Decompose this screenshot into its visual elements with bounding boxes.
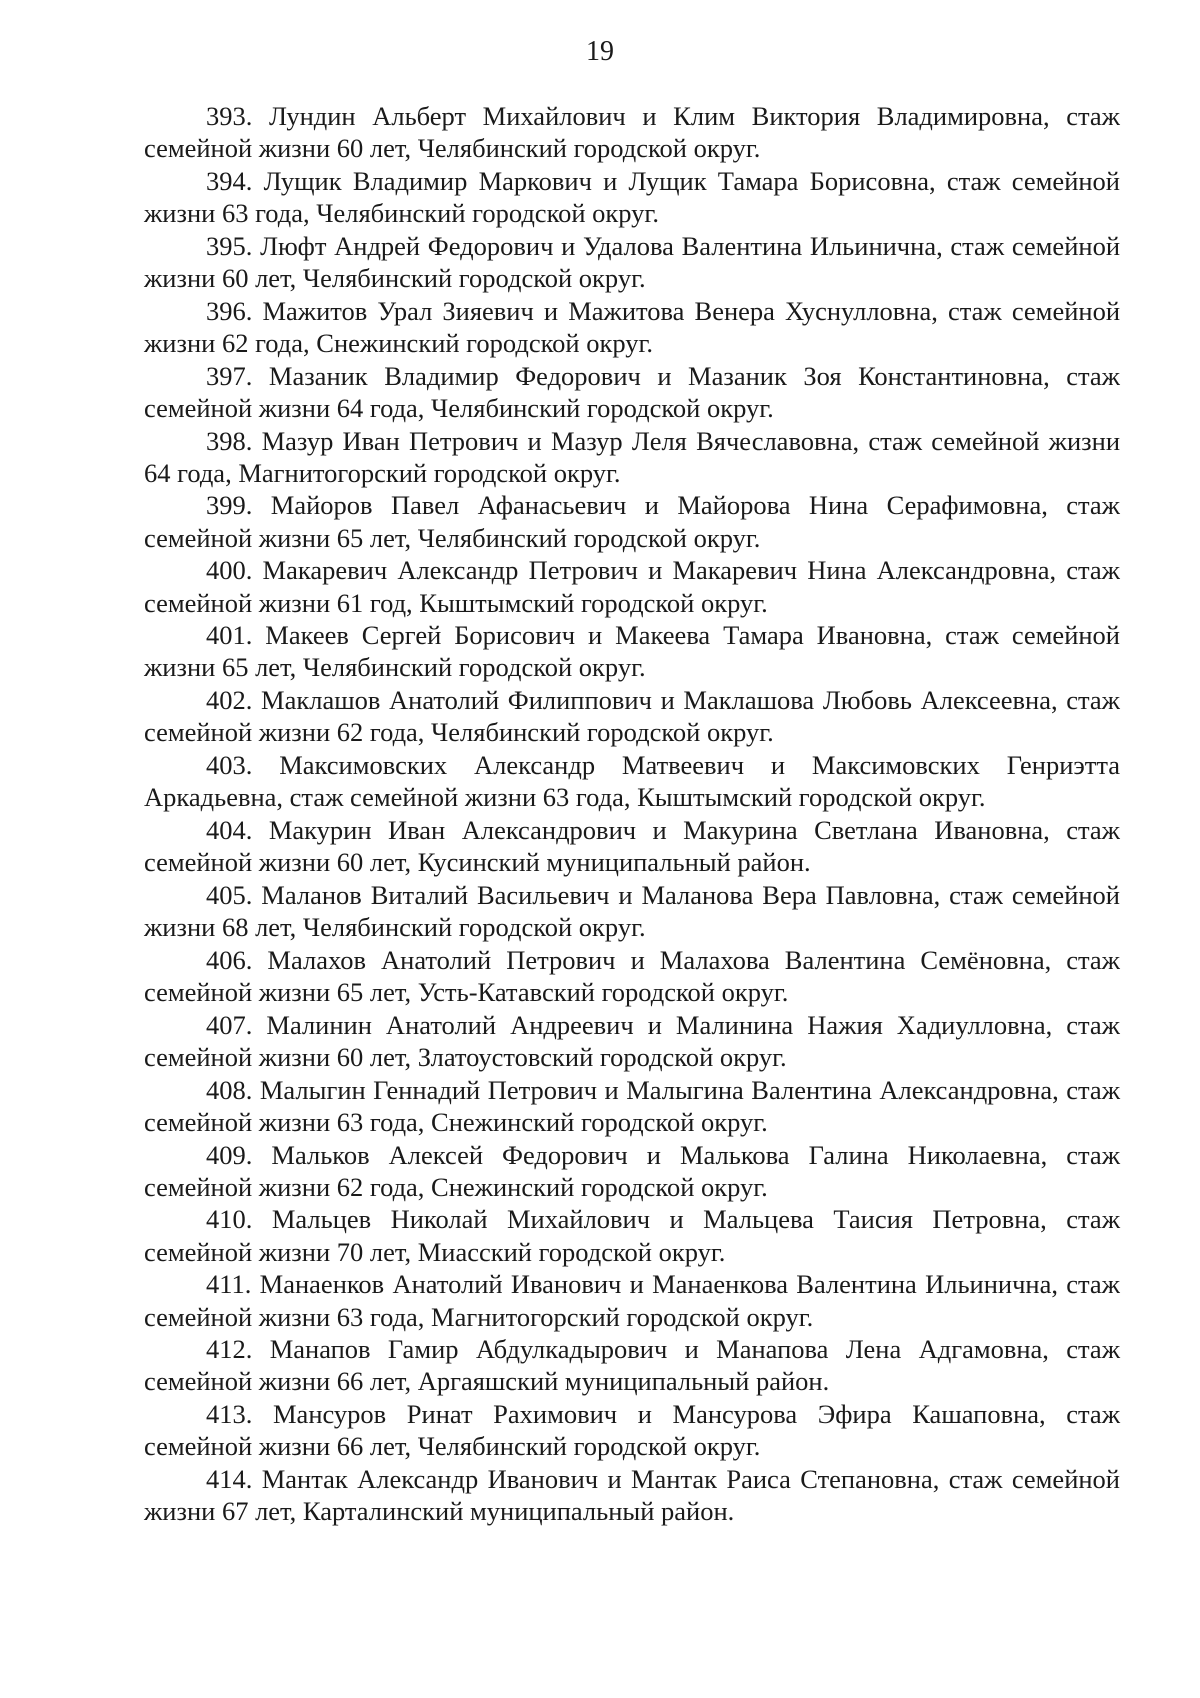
list-item: 393. Лундин Альберт Михайлович и Клим Виктория Владимировна, стаж семейной жизни 60 лет, Челябинский городской округ. [144, 101, 1120, 164]
list-item: 410. Мальцев Николай Михайлович и Мальцева Таисия Петровна, стаж семейной жизни 70 лет, Миасский городской округ. [144, 1204, 1120, 1267]
list-item: 411. Манаенков Анатолий Иванович и Манаенкова Валентина Ильинична, стаж семейной жизни 63 года, Магнитогорский городской округ. [144, 1269, 1120, 1332]
list-item: 401. Макеев Сергей Борисович и Макеева Тамара Ивановна, стаж семейной жизни 65 лет, Челябинский городской округ. [144, 620, 1120, 683]
list-item: 407. Малинин Анатолий Андреевич и Малинина Нажия Хадиулловна, стаж семейной жизни 60 лет, Златоустовский городской округ. [144, 1009, 1120, 1072]
list-item: 413. Мансуров Ринат Рахимович и Мансурова Эфира Кашаповна, стаж семейной жизни 66 лет, Челябинский городской округ. [144, 1399, 1120, 1462]
page-number: 19 [586, 36, 614, 67]
list-item: 406. Малахов Анатолий Петрович и Малахова Валентина Семёновна, стаж семейной жизни 65 лет, Усть-Катавский городской округ. [144, 944, 1120, 1007]
list-item: 409. Мальков Алексей Федорович и Малькова Галина Николаевна, стаж семейной жизни 62 года, Снежинский городской округ. [144, 1139, 1120, 1202]
award-list [144, 100, 1120, 1528]
list-item: 397. Мазаник Владимир Федорович и Мазаник Зоя Константиновна, стаж семейной жизни 64 года, Челябинский городской округ. [144, 360, 1120, 423]
list-item: 412. Манапов Гамир Абдулкадырович и Манапова Лена Адгамовна, стаж семейной жизни 66 лет, Аргаяшский муниципальный район. [144, 1334, 1120, 1397]
list-item: 414. Мантак Александр Иванович и Мантак Раиса Степановна, стаж семейной жизни 67 лет, Карталинский муниципальный район. [144, 1464, 1120, 1527]
list-item: 403. Максимовских Александр Матвеевич и Максимовских Генриэтта Аркадьевна, стаж семейной жизни 63 года, Кыштымский городской округ. [144, 750, 1120, 813]
list-item: 395. Люфт Андрей Федорович и Удалова Валентина Ильинична, стаж семейной жизни 60 лет, Челябинский городской округ. [144, 230, 1120, 294]
list-item: 399. Майоров Павел Афанасьевич и Майорова Нина Серафимовна, стаж семейной жизни 65 лет, Челябинский городской округ. [144, 490, 1120, 553]
list-item: 400. Макаревич Александр Петрович и Макаревич Нина Александровна, стаж семейной жизни 61 год, Кыштымский городской округ. [144, 555, 1120, 618]
list-item: 405. Маланов Виталий Васильевич и Маланова Вера Павловна, стаж семейной жизни 68 лет, Челябинский городской округ. [144, 879, 1120, 943]
list-item: 408. Малыгин Геннадий Петрович и Малыгина Валентина Александровна, стаж семейной жизни 63 года, Снежинский городской округ. [144, 1074, 1120, 1137]
list-item: 398. Мазур Иван Петрович и Мазур Леля Вячеславовна, стаж семейной жизни 64 года, Магнитогорский городской округ. [144, 425, 1120, 488]
list-item: 402. Маклашов Анатолий Филиппович и Маклашова Любовь Алексеевна, стаж семейной жизни 62 года, Челябинский городской округ. [144, 685, 1120, 748]
list-item: 404. Макурин Иван Александрович и Макурина Светлана Ивановна, стаж семейной жизни 60 лет, Кусинский муниципальный район. [144, 814, 1120, 878]
list-item: 396. Мажитов Урал Зияевич и Мажитова Венера Хуснулловна, стаж семейной жизни 62 года, Снежинский городской округ. [144, 295, 1120, 358]
list-item: 394. Лущик Владимир Маркович и Лущик Тамара Борисовна, стаж семейной жизни 63 года, Челябинский городской округ. [144, 165, 1120, 229]
